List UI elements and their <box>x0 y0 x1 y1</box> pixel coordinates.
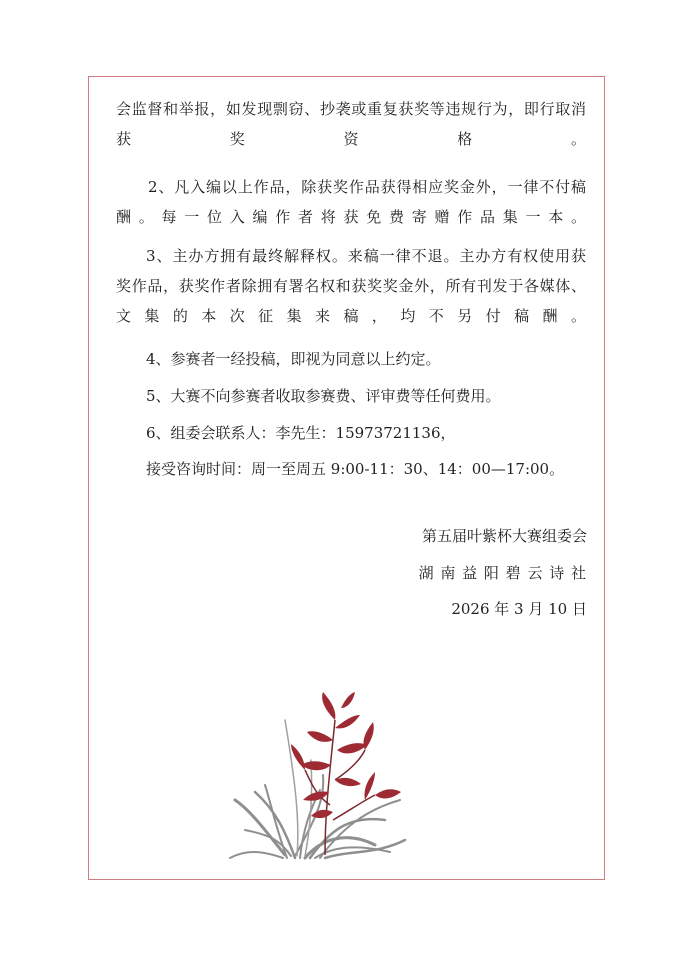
signature-organizer: 第五届叶紫杯大赛组委会 <box>421 527 587 545</box>
paragraph-line: 3、主办方拥有最终解释权。来稿一律不退。主办方有权使用获 <box>146 247 586 265</box>
orchid-illustration-icon <box>225 680 415 870</box>
paragraph-line: 4、参赛者一经投稿，即视为同意以上约定。 <box>146 350 441 368</box>
paragraph-hours <box>146 454 586 484</box>
paragraph-agreement <box>146 344 586 374</box>
paragraph-fees <box>146 381 586 411</box>
paragraph-line: 会监督和举报，如发现剽窃、抄袭或重复获奖等违规行为，即行取消 <box>116 100 586 118</box>
paragraph-compensation <box>116 172 586 232</box>
paragraph-line: 奖作品，获奖作者除拥有署名权和获奖奖金外，所有刊发于各媒体、 <box>116 277 586 295</box>
paragraph-line: 获奖资格。 <box>116 130 586 148</box>
paragraph-rights <box>116 241 586 331</box>
paragraph-disqualification <box>116 94 586 154</box>
paragraph-contact <box>146 418 586 448</box>
paragraph-line: 5、大赛不向参赛者收取参赛费、评审费等任何费用。 <box>146 387 501 405</box>
signature-society: 湖 南 益 阳 碧 云 诗 社 <box>418 564 587 582</box>
paragraph-line: 接受咨询时间：周一至周五 9:00-11：30、14：00—17:00。 <box>146 460 565 478</box>
paragraph-line: 酬。每一位入编作者将获免费寄赠作品集一本。 <box>116 208 586 226</box>
paragraph-line: 6、组委会联系人：李先生：15973721136， <box>146 424 456 442</box>
signature-date: 2026 年 3 月 10 日 <box>451 600 587 618</box>
paragraph-line: 文集的本次征集来稿，均不另付稿酬。 <box>116 307 586 325</box>
paragraph-line: 2、凡入编以上作品，除获奖作品获得相应奖金外，一律不付稿 <box>148 178 586 196</box>
